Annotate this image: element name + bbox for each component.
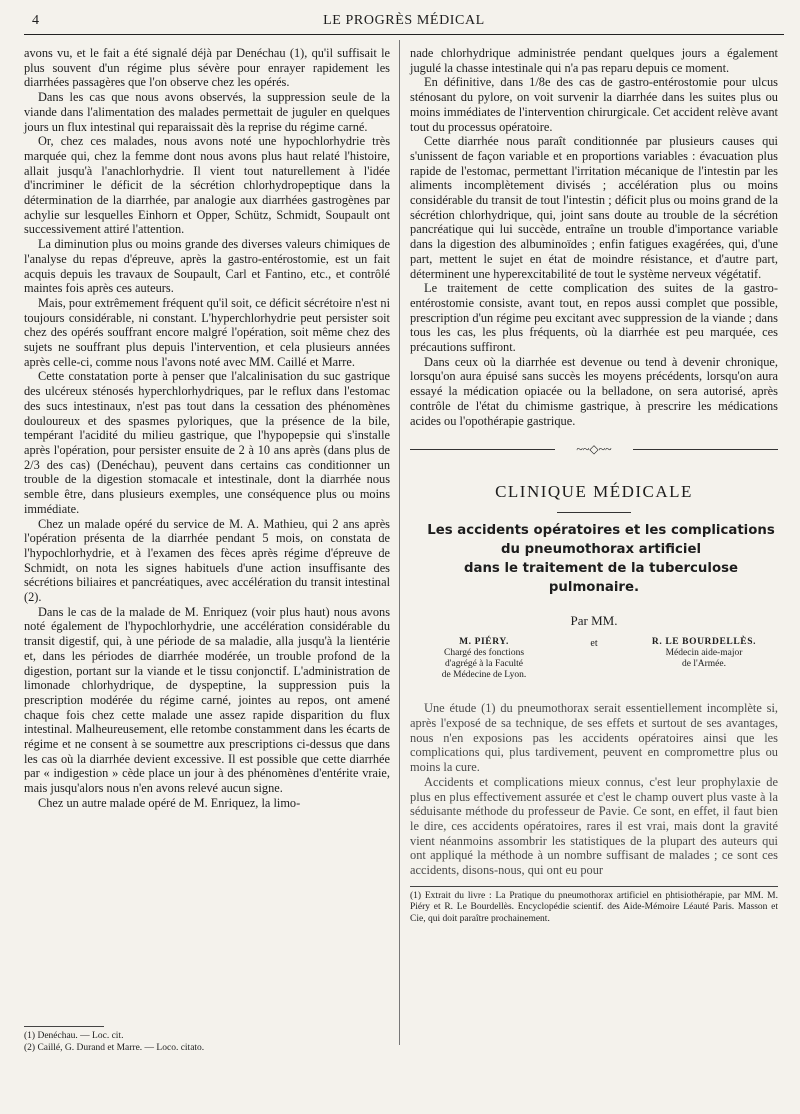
- footnote: (1) Extrait du livre : La Pratique du pneumothorax artificiel en phtisiothérapie, par MM. M. Piéry et R. Le Bourdellès. Encyclopédie scientif. des Aide-Mémoire Léauté Paris. Masson et Cie, qui doit paraître prochainement.: [410, 890, 778, 924]
- paragraph: Dans le cas de la malade de M. Enriquez (voir plus haut) nous avons noté également de l'hypochlorhydrie, une accélération considérable du transit digestif, qui, à une période de sa maladie, alla jusqu'à la lientérie et, dans les périodes de diarrhée modérée, un trouble profond de la digestion, portant sur la viande et le tissu conjonctif. L'administration de limonade chlorhydrique, de dyspeptine, la suppression puis la prescription modérée du régime carné, jointes au repos, ont amené chaque fois chez cette malade une assez rapide disparition du flux intestinal. Malheureusement, elle retombe constamment dans les écarts de régime et ne consent à se soumettre aux prescriptions ci-dessus que dans les cas où la diarrhée devient excessive. Il est possible que cette diarrhée par « indigestion » cède place un jour à des phénomènes d'entérite vraie, mais jusqu'alors nous n'en avons relevé aucun signe.: [24, 604, 390, 796]
- paragraph: Or, chez ces malades, nous avons noté une hypochlorhydrie très marquée qui, chez la femme dont nous avons plus haut relaté l'histoire, allait jusqu'à l'anachlorhydrie. Il vient tout naturellement à l'idée d'incriminer le déficit de la sécrétion chlorhydropeptique dans la détermination de la diarrhée, par analogie aux diarrhées gastrogènes par achylie sur lesquelles Einhorn et Opper, Schütz, Schmidt, Soupault ont successivement attiré l'attention.: [24, 134, 390, 237]
- paragraph: Mais, pour extrêmement fréquent qu'il soit, ce déficit sécrétoire n'est ni toujours considérable, ni constant. L'hyperchlorhydrie peut persister soit chez des opérés souffrant encore malgré l'opération, soit même chez des sujets ne souffrant plus depuis l'intervention, et cela plusieurs années après celle-ci, comme nous l'avons noté avec MM. Caillé et Marre.: [24, 295, 390, 369]
- article-title-line: dans le traitement de la tuberculose pulmonaire.: [463, 561, 739, 596]
- author-name: R. LE BOURDELLÈS.: [651, 637, 757, 648]
- paragraph: La diminution plus ou moins grande des diverses valeurs chimiques de l'analyse du repas d'épreuve, après la gastro-entérostomie, est un fait acquis depuis les travaux de Soupault, Carl et Fantino, etc., et contrôlé maintes fois après ces auteurs.: [24, 237, 390, 296]
- paragraph: Le traitement de cette complication des suites de la gastro-entérostomie consiste, avant tout, en repos aussi complet que possible, prescription d'un régime peu excitant avec suppression de la viande ; dans tous les cas, les plus fréquents, où la diarrhée est peu marquée, ces précautions suffiront.: [410, 281, 778, 355]
- paragraph: En définitive, dans 1/8e des cas de gastro-entérostomie pour ulcus sténosant du pylore, on voit survenir la diarrhée dans les suites plus ou moins immédiates de l'intervention chirurgicale. Cet accident relève avant tout du processus opératoire.: [410, 75, 778, 134]
- paragraph: Chez un autre malade opéré de M. Enriquez, la limo-: [38, 795, 301, 810]
- byline: Par MM.: [570, 613, 618, 629]
- footnote: (2) Caillé, G. Durand et Marre. — Loco. citato.: [24, 1042, 205, 1053]
- ornament-glyph: ~~◇~~: [576, 442, 612, 457]
- article-title-line: du pneumothorax artificiel: [500, 542, 702, 558]
- author-affiliation: de l'Armée.: [682, 659, 726, 670]
- right-column: [410, 46, 778, 925]
- author-conjunction: et: [590, 638, 598, 650]
- paragraph: Une étude (1) du pneumothorax serait essentiellement incomplète si, après l'exposé de sa technique, de ses effets et surtout de ses avantages, nous n'en exposions pas les accidents opératoires ainsi que les complications qui, plus tardivement, peuvent en compromettre plus ou moins la cure.: [410, 701, 778, 775]
- author-piery: [414, 637, 554, 681]
- authors: [414, 637, 774, 681]
- paragraph: Dans ceux où la diarrhée est devenue ou tend à devenir chronique, lorsqu'on aura épuisé sans succès les moyens précédents, lorsqu'on aura essayé la médication opiacée ou la belladone, on sera autorisé, après contrôle de l'état du chimisme gastrique, à prescrire les médications acides ou l'opothérapie gastrique.: [410, 354, 778, 428]
- paragraph: Chez un malade opéré du service de M. A. Mathieu, qui 2 ans après l'opération présenta de la diarrhée pendant 5 mois, on constata de l'hypochlorhydrie, et à l'examen des fèces après régime d'épreuve de Schmidt, on nota les signes habituels d'une action insuffisante des sécrétions biliaires et pancréatiques, avec accélération du transit intestinal (2).: [24, 516, 390, 605]
- section-ornament: [410, 442, 778, 456]
- section-title: CLINIQUE MÉDICALE: [495, 482, 693, 502]
- running-title: LE PROGRÈS MÉDICAL: [323, 13, 485, 28]
- paragraph: Cette diarrhée nous paraît conditionnée par plusieurs causes qui s'unissent de façon variable et en proportions variables : évacuation plus rapide de l'estomac, permettant l'irritation mécanique de l'intestin par les aliments incomplètement divisés ; accélération plus ou moins considérable du transit de tout l'intestin ; déficit plus ou moins grand de la sécrétion chlorhydrique, qui, joint sans doute au trouble de la sécrétion pancréatique qui lui succède, entraîne un trouble d'importance variable dans la digestion des albuminoïdes ; enfin fatigues exagérées, qui, d'une part, mettent le sujet en état de moindre résistance, et d'autre part, déterminent une hyperexcitabilité de tout le système nerveux végétatif.: [410, 134, 778, 281]
- footnote: (1) Denéchau. — Loc. cit.: [24, 1031, 124, 1041]
- author-le-bourdelles: [634, 637, 774, 681]
- left-footnotes: [24, 1018, 390, 1054]
- author-affiliation: d'agrégé à la Faculté: [445, 659, 523, 670]
- author-affiliation: de Médecine de Lyon.: [441, 670, 527, 681]
- section-title-rule: [557, 512, 631, 513]
- paragraph: avons vu, et le fait a été signalé déjà par Denéchau (1), qu'il suffisait le plus souvent d'un régime plus sévère pour enrayer rapidement les diarrhées passagères que l'on observe chez les opérés.: [24, 46, 390, 90]
- page-header: [24, 10, 784, 35]
- column-divider: [399, 40, 400, 1045]
- author-name: M. PIÉRY.: [459, 637, 509, 648]
- author-affiliation: Médecin aide-major: [665, 648, 743, 659]
- paragraph: Cette constatation porte à penser que l'alcalinisation du suc gastrique des ulcéreux sténosés hyperchlorhydriques, par le reflux dans l'estomac des sucs intestinaux, n'est pas tout dans la cessation des phénomènes douloureux et des spasmes pyloriques, que la présence de la bile, tempérant l'acidité du milieu gastrique, que l'hypopepsie qui s'installe après l'opération, pour persister ensuite de 2 à 10 ans après (dans plus de 2/3 des cas) (Denéchau), peuvent dans certains cas conditionner un trouble de la digestion stomacale et intestinale, dont la diarrhée nous semble être, dans plusieurs exemples, une conséquence plus ou moins immédiate.: [24, 369, 390, 516]
- paragraph: Accidents et complications mieux connus, c'est leur prophylaxie de plus en plus effectivement assurée et c'est le champ ouvert plus vaste à la séduisante méthode du professeur de Pavie. Ce sont, en effet, il faut bien le dire, ces accidents opératoires, rares il est vrai, mais dont la gravité vient néanmoins assombrir les statistiques de la plupart des auteurs qui ont appliqué la méthode à un nombre suffisant de malades ; ce sont ces accidents, disons-nous, qui ont eu pour: [410, 774, 778, 878]
- left-column: [24, 46, 390, 811]
- author-affiliation: Chargé des fonctions: [443, 648, 525, 659]
- article-intro: [410, 701, 778, 877]
- right-footnotes: [410, 886, 778, 926]
- page-number: 4: [32, 13, 39, 28]
- article-title-line: Les accidents opératoires et les complications: [427, 523, 775, 539]
- footnote-rule: [24, 1026, 104, 1027]
- paragraph: Dans les cas que nous avons observés, la suppression seule de la viande dans l'alimentation des malades permettait de juguler en quelques jours un flux intestinal qui reparaissait dès la reprise du régime carné.: [24, 90, 390, 134]
- paragraph: nade chlorhydrique administrée pendant quelques jours a également jugulé la chasse intestinale qui n'a pas reparu depuis ce moment.: [410, 46, 778, 75]
